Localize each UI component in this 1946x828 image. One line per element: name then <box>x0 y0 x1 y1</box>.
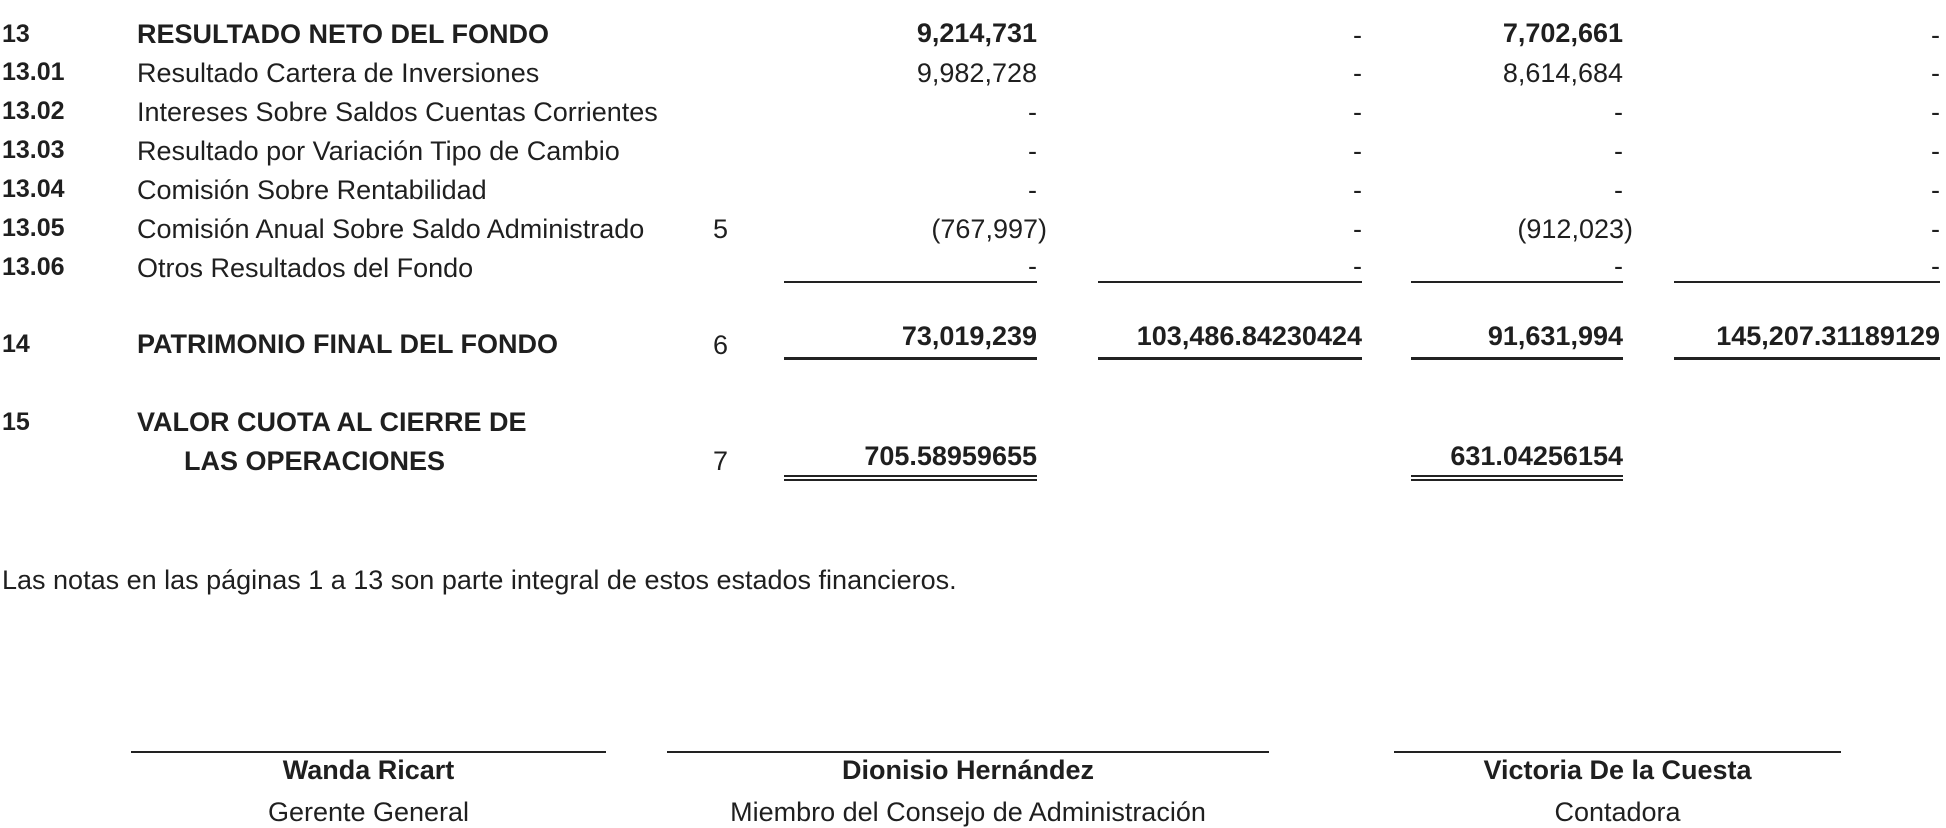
value-cell: - <box>1931 136 1940 166</box>
row-code: 13 <box>2 20 30 48</box>
signatory-name: Wanda Ricart <box>282 755 455 785</box>
signature-line <box>131 751 606 753</box>
signatory-name: Victoria De la Cuesta <box>1483 755 1752 785</box>
value-cell: - <box>1353 251 1362 281</box>
value-cell: 145,207.31189129 <box>1716 321 1940 351</box>
total-rule <box>1098 357 1362 360</box>
row-label: Resultado Cartera de Inversiones <box>137 58 540 88</box>
value-cell: - <box>1028 97 1037 127</box>
value-cell: - <box>1353 97 1362 127</box>
row-code: 14 <box>2 330 30 358</box>
row-label: Comisión Sobre Rentabilidad <box>137 175 487 205</box>
signatory-name: Dionisio Hernández <box>841 755 1095 785</box>
double-rule <box>784 479 1037 481</box>
value-cell: - <box>1353 20 1362 50</box>
value-cell: - <box>1931 175 1940 205</box>
value-cell: (912,023) <box>1517 214 1633 244</box>
value-cell: - <box>1614 175 1623 205</box>
row-label: Otros Resultados del Fondo <box>137 253 474 283</box>
footnote: Las notas en las páginas 1 a 13 son parte integral de estos estados financieros. <box>2 565 957 595</box>
value-cell: 91,631,994 <box>1487 321 1623 351</box>
value-cell: 631.04256154 <box>1450 441 1623 471</box>
row-label-line1: VALOR CUOTA AL CIERRE DE <box>137 407 527 437</box>
value-cell: - <box>1931 97 1940 127</box>
note-ref: 6 <box>713 330 729 360</box>
row-label: Resultado por Variación Tipo de Cambio <box>137 136 620 166</box>
note-ref: 5 <box>713 214 729 244</box>
value-cell: - <box>1614 97 1623 127</box>
value-cell: 73,019,239 <box>901 321 1037 351</box>
value-cell: (767,997) <box>931 214 1047 244</box>
value-cell: - <box>1353 175 1362 205</box>
value-cell: - <box>1931 214 1940 244</box>
double-rule <box>1411 479 1623 481</box>
value-cell: - <box>1028 175 1037 205</box>
total-rule <box>1411 357 1623 360</box>
total-rule <box>1674 357 1940 360</box>
row-label: Comisión Anual Sobre Saldo Administrado <box>137 214 645 244</box>
double-rule <box>784 475 1037 477</box>
value-cell: 9,982,728 <box>916 58 1037 88</box>
row-code: 13.04 <box>2 175 65 203</box>
value-cell: 9,214,731 <box>916 18 1037 48</box>
value-cell: 705.58959655 <box>864 441 1037 471</box>
value-cell: - <box>1614 251 1623 281</box>
value-cell: - <box>1931 251 1940 281</box>
row-code: 13.01 <box>2 58 65 86</box>
row-code: 13.03 <box>2 136 65 164</box>
row-code: 13.05 <box>2 214 65 242</box>
value-cell: 7,702,661 <box>1502 18 1623 48</box>
subtotal-rule <box>1098 281 1362 283</box>
note-ref: 7 <box>713 446 729 476</box>
value-cell: - <box>1353 136 1362 166</box>
row-code: 13.02 <box>2 97 65 125</box>
total-rule <box>784 357 1037 360</box>
row-label: RESULTADO NETO DEL FONDO <box>137 19 550 49</box>
value-cell: - <box>1353 58 1362 88</box>
row-label-line2: LAS OPERACIONES <box>184 446 446 476</box>
signatory-role: Miembro del Consejo de Administración <box>730 797 1206 827</box>
signature-line <box>1394 751 1841 753</box>
value-cell: - <box>1931 20 1940 50</box>
signatory-role: Contadora <box>1554 797 1681 827</box>
value-cell: - <box>1353 214 1362 244</box>
signature-line <box>667 751 1269 753</box>
subtotal-rule <box>1411 281 1623 283</box>
value-cell: 8,614,684 <box>1502 58 1623 88</box>
value-cell: - <box>1028 251 1037 281</box>
row-label: Intereses Sobre Saldos Cuentas Corrientes <box>137 97 658 127</box>
double-rule <box>1411 475 1623 477</box>
signatory-role: Gerente General <box>267 797 470 827</box>
row-label: PATRIMONIO FINAL DEL FONDO <box>137 329 558 359</box>
value-cell: - <box>1614 136 1623 166</box>
row-code: 13.06 <box>2 253 65 281</box>
value-cell: - <box>1028 136 1037 166</box>
subtotal-rule <box>1674 281 1940 283</box>
row-code: 15 <box>2 408 30 436</box>
value-cell: 103,486.84230424 <box>1136 321 1362 351</box>
value-cell: - <box>1931 58 1940 88</box>
subtotal-rule <box>784 281 1037 283</box>
